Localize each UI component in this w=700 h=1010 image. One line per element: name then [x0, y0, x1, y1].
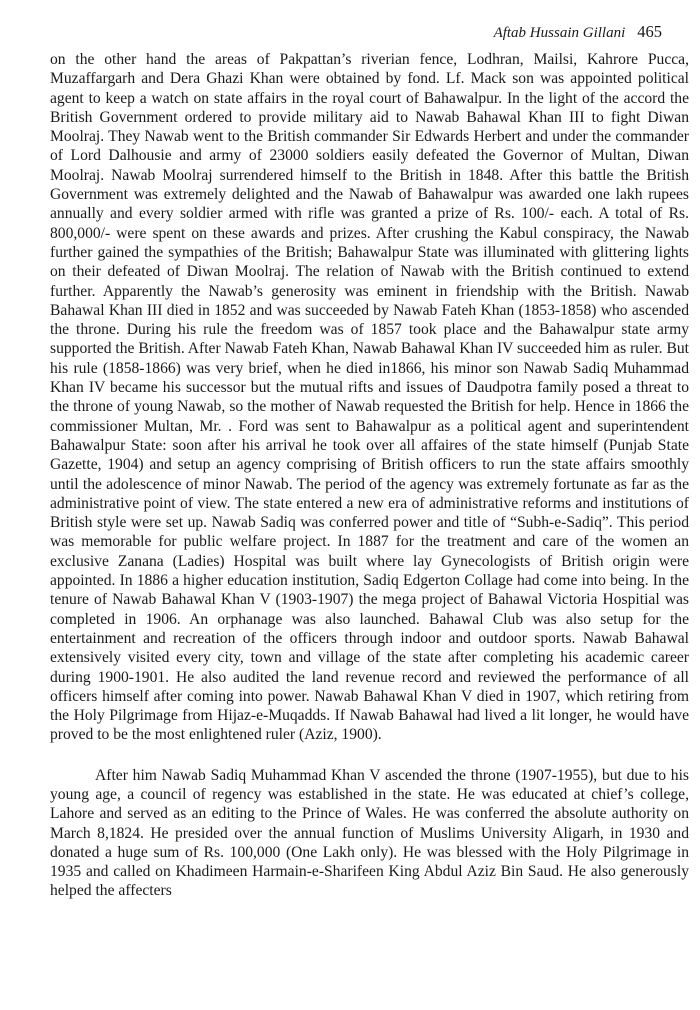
page-number: 465 — [637, 22, 662, 41]
body-paragraph-1: on the other hand the areas of Pakpattan’s riverian fence, Lodhran, Mailsi, Kahrore Pucca, Muzaffargarh and Dera Ghazi Khan were obtained by fond. Lf. Mack son was appointed political agent to keep a watch on state affairs in the royal court of Bahawalpur. In the light of the accord the British Government ordered to provide military aid to Nawab Bahawal Khan III to fight Diwan Moolraj. They Nawab went to the British commander Sir Edwards Herbert and under the commander of Lord Dalhousie and army of 23000 soldiers easily defeated the Governor of Multan, Diwan Moolraj. Nawab Moolraj surrendered himself to the British in 1848. After this battle the British Government was extremely delighted and the Nawab of Bahawalpur was awarded one lakh rupees annually and every soldier armed with rifle was granted a prize of Rs. 100/- each. A total of Rs. 800,000/- were spent on these awards and prizes. After crushing the Kabul conspiracy, the Nawab further gained the sympathies of the British; Bahawalpur State was illuminated with glittering lights on their defeated of Diwan Moolraj. The relation of Nawab with the British continued to extend further. Apparently the Nawab’s generosity was eminent in friendship with the British. Nawab Bahawal Khan III died in 1852 and was succeeded by Nawab Fateh Khan (1853-1858) who ascended the throne. During his rule the freedom was of 1857 took place and the Bahawalpur state army supported the British. After Nawab Fateh Khan, Nawab Bahawal Khan IV succeeded him as ruler. But his rule (1858-1866) was very brief, when he died in1866, his minor son Nawab Sadiq Muhammad Khan IV became his successor but the mutual rifts and issues of Daudpotra family posed a threat to the throne of young Nawab, so the mother of Nawab requested the British for help. Hence in 1866 the commissioner Multan, Mr. . Ford was sent to Bahawalpur as a political agent and superintendent Bahawalpur State: soon after his arrival he took over all affaires of the state himself (Punjab State Gazette, 1904) and setup an agency comprising of British officers to run the state affairs smoothly until the adolescence of minor Nawab. The period of the agency was extremely fortunate as far as the administrative point of view. The state entered a new era of administrative reforms and institutions of British style were set up. Nawab Sadiq was conferred power and title of “Subh-e-Sadiq”. This period was memorable for public welfare project. In 1887 for the treatment and care of the women an exclusive Zanana (Ladies) Hospital was built where lay Gynecologists of British origin were appointed. In 1886 a higher education institution, Sadiq Edgerton Collage had come into being. In the tenure of Nawab Bahawal Khan V (1903-1907) the mega project of Bahawal Victoria Hospitial was completed in 1906. An orphanage was also launched. Bahawal Club was also setup for the entertainment and recreation of the officers through indoor and outdoor sports. Nawab Bahawal extensively visited every city, town and village of the state after completing his academic career during 1900-1901. He also audited the land revenue record and reviewed the performance of all officers himself after coming into power. Nawab Bahawal Khan V died in 1907, which retiring from the Holy Pilgrimage from Hijaz-e-Muqadds. If Nawab Bahawal had lived a lit longer, he would have proved to be the most enlightened ruler (Aziz, 1900). — [50, 51, 689, 744]
body-text — [50, 50, 689, 901]
running-header — [494, 22, 662, 42]
running-header-author: Aftab Hussain Gillani — [493, 25, 626, 41]
body-paragraph-2: After him Nawab Sadiq Muhammad Khan V ascended the throne (1907-1955), but due to his young age, a council of regency was established in the state. He was educated at chief’s college, Lahore and served as an editing to the Prince of Wales. He was conferred the absolute authority on March 8,1824. He presided over the annual function of Muslims University Aligarh, in 1930 and donated a huge sum of Rs. 100,000 (One Lakh only). He was blessed with the Holy Pilgrimage in 1935 and called on Khadimeen Harmain-e-Sharifeen King Abdul Aziz Bin Saud. He also generously helped the affecters — [50, 766, 689, 900]
